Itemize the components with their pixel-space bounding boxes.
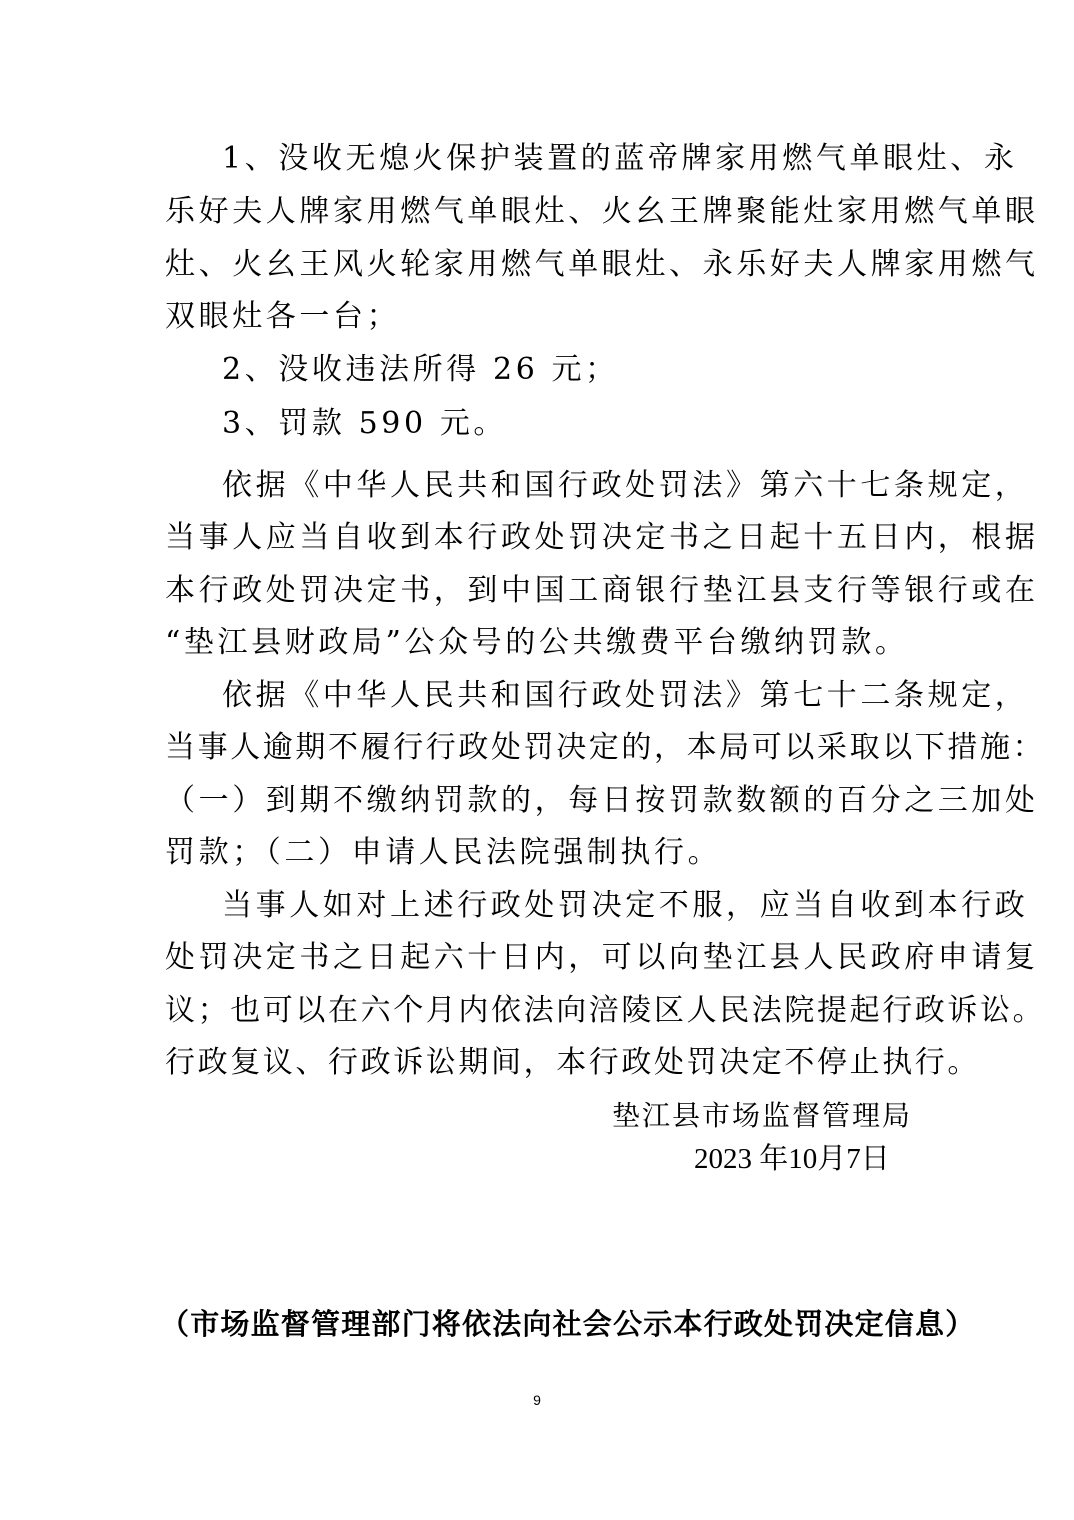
paragraph-overdue-line-4: 罚款；（二）申请人民法院强制执行。	[165, 835, 722, 870]
paragraph-item-1-line-2: 乐好夫人牌家用燃气单眼灶、火幺王牌聚能灶家用燃气单眼	[165, 194, 1039, 229]
paragraph-item-1-line-4: 双眼灶各一台；	[165, 299, 401, 334]
paragraph-appeal-line-1: 当事人如对上述行政处罚决定不服，应当自收到本行政	[222, 888, 1029, 923]
paragraph-item-1-line-3: 灶、火幺王风火轮家用燃气单眼灶、永乐好夫人牌家用燃气	[165, 247, 1039, 282]
paragraph-appeal-line-2: 处罚决定书之日起六十日内，可以向垫江县人民政府申请复	[165, 940, 1039, 975]
signature-organization: 垫江县市场监督管理局	[612, 1099, 913, 1132]
paragraph-overdue-line-1: 依据《中华人民共和国行政处罚法》第七十二条规定，	[222, 678, 1029, 713]
paragraph-item-1-line-1: 1、没收无熄火保护装置的蓝帝牌家用燃气单眼灶、永	[222, 141, 1018, 176]
paragraph-item-2: 2、没收违法所得 26 元；	[222, 352, 619, 387]
paragraph-appeal-line-3: 议；也可以在六个月内依法向涪陵区人民法院提起行政诉讼。	[165, 993, 1046, 1028]
paragraph-item-3: 3、罚款 590 元。	[222, 406, 508, 441]
paragraph-overdue-line-3: （一）到期不缴纳罚款的，每日按罚款数额的百分之三加处	[165, 783, 1039, 818]
paragraph-payment-line-2: 当事人应当自收到本行政处罚决定书之日起十五日内，根据	[165, 520, 1039, 555]
signature-date: 2023 年10月7日	[694, 1143, 890, 1175]
paragraph-payment-line-1: 依据《中华人民共和国行政处罚法》第六十七条规定，	[222, 468, 1029, 503]
public-disclosure-notice: （市场监督管理部门将依法向社会公示本行政处罚决定信息）	[160, 1307, 976, 1341]
paragraph-appeal-line-4: 行政复议、行政诉讼期间，本行政处罚决定不停止执行。	[165, 1045, 980, 1080]
paragraph-payment-line-3: 本行政处罚决定书，到中国工商银行垫江县支行等银行或在	[165, 573, 1039, 608]
paragraph-payment-line-4: “垫江县财政局”公众号的公共缴费平台缴纳罚款。	[165, 625, 909, 660]
page-number: 9	[533, 1392, 541, 1408]
paragraph-overdue-line-2: 当事人逾期不履行行政处罚决定的，本局可以采取以下措施：	[165, 730, 1046, 765]
